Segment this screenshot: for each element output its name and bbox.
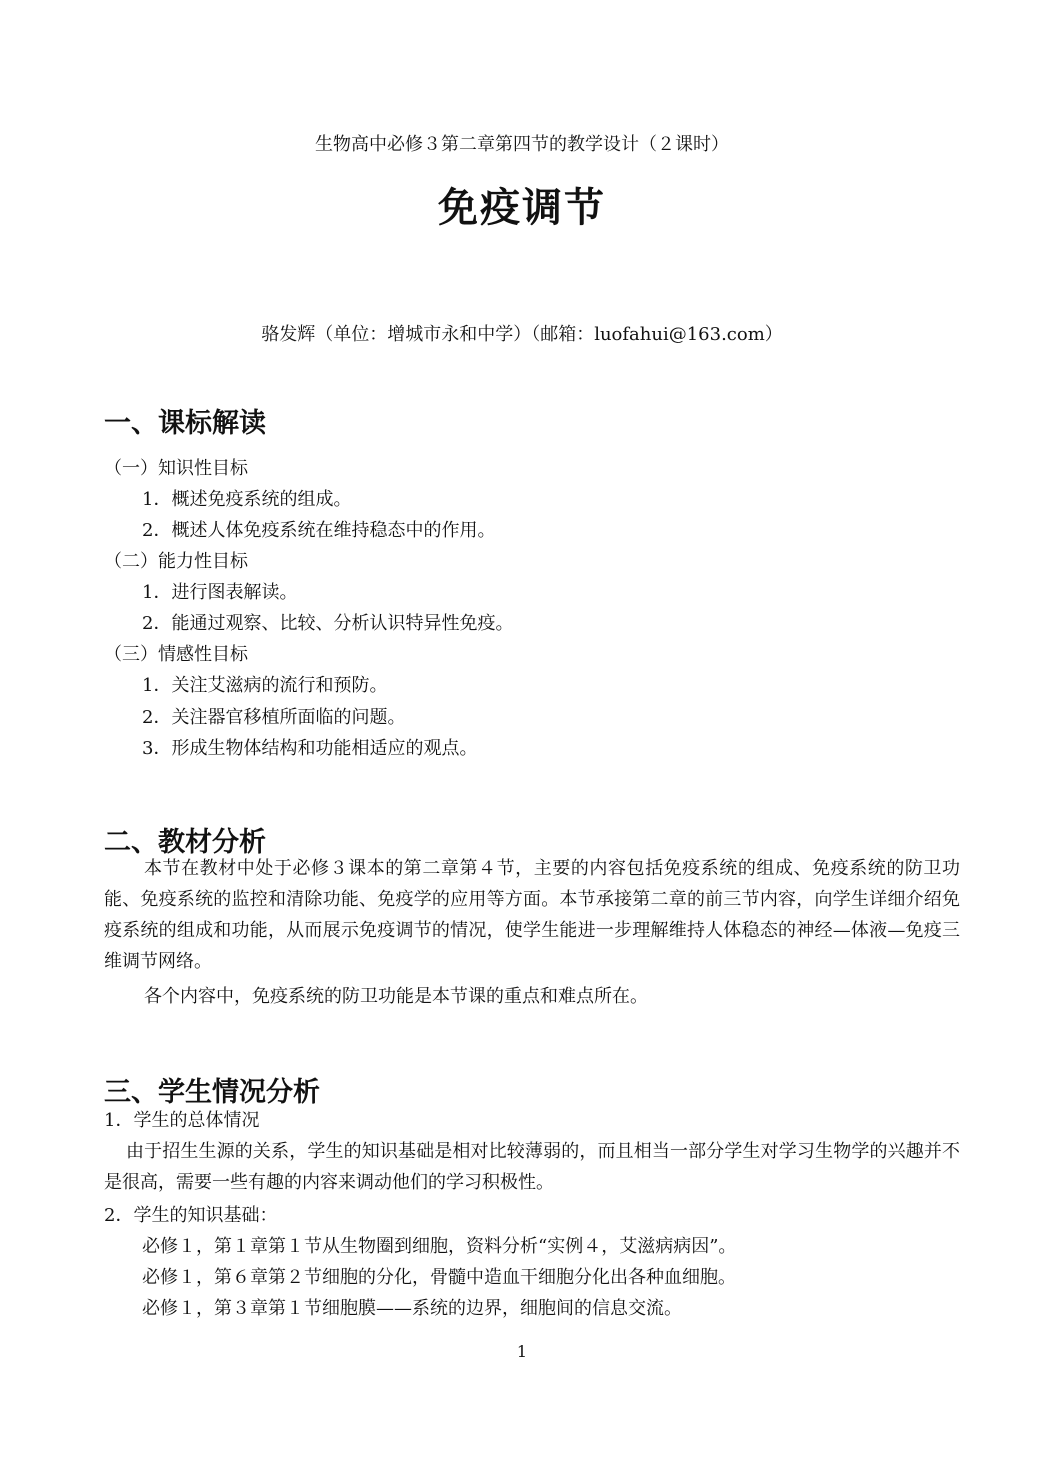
objective-item: 1．关注艾滋病的流行和预防。 bbox=[142, 675, 388, 696]
objective-item: 2．能通过观察、比较、分析认识特异性免疫。 bbox=[142, 613, 514, 634]
objective-group-label: （一）知识性目标 bbox=[104, 458, 248, 479]
prior-knowledge-line: 必修１，第６章第２节细胞的分化，骨髓中造血干细胞分化出各种血细胞。 bbox=[142, 1267, 736, 1288]
objective-group-label: （三）情感性目标 bbox=[104, 644, 248, 665]
objective-item: 1．概述免疫系统的组成。 bbox=[142, 489, 352, 510]
student-item-label: 2．学生的知识基础： bbox=[104, 1205, 278, 1226]
objective-item: 1．进行图表解读。 bbox=[142, 582, 298, 603]
objective-group-label: （二）能力性目标 bbox=[104, 551, 248, 572]
document-subtitle: 生物高中必修３第二章第四节的教学设计（２课时） bbox=[315, 134, 729, 155]
section-heading-student-analysis: 三、学生情况分析 bbox=[104, 1077, 320, 1108]
textbook-analysis-paragraph: 各个内容中，免疫系统的防卫功能是本节课的重点和难点所在。 bbox=[144, 986, 648, 1007]
objective-item: 2．关注器官移植所面临的问题。 bbox=[142, 707, 406, 728]
document-title: 免疫调节 bbox=[438, 185, 606, 231]
page-number: 1 bbox=[516, 1342, 528, 1361]
section-heading-textbook-analysis: 二、教材分析 bbox=[104, 827, 266, 858]
student-overall-paragraph: 由于招生生源的关系，学生的知识基础是相对比较薄弱的，而且相当一部分学生对学习生物学的兴趣并不是很高，需要一些有趣的内容来调动他们的学习积极性。 bbox=[104, 1141, 960, 1193]
textbook-analysis-paragraph: 本节在教材中处于必修３课本的第二章第４节，主要的内容包括免疫系统的组成、免疫系统的防卫功能、免疫系统的监控和清除功能、免疫学的应用等方面。本节承接第二章的前三节内容，向学生详细介绍免疫系统的组成和功能，从而展示免疫调节的情况，使学生能进一步理解维持人体稳态的神经—体液—免疫三维调节网络。 bbox=[104, 858, 960, 972]
prior-knowledge-line: 必修１，第３章第１节细胞膜——系统的边界，细胞间的信息交流。 bbox=[142, 1298, 682, 1319]
section-heading-curriculum: 一、课标解读 bbox=[104, 408, 266, 439]
objective-item: 3．形成生物体结构和功能相适应的观点。 bbox=[142, 738, 478, 759]
student-item-label: 1．学生的总体情况 bbox=[104, 1110, 260, 1131]
author-line: 骆发辉（单位：增城市永和中学）（邮箱：luofahui@163.com） bbox=[261, 324, 783, 345]
prior-knowledge-line: 必修１，第１章第１节从生物圈到细胞，资料分析“实例４，艾滋病病因”。 bbox=[142, 1236, 737, 1257]
objective-item: 2．概述人体免疫系统在维持稳态中的作用。 bbox=[142, 520, 496, 541]
